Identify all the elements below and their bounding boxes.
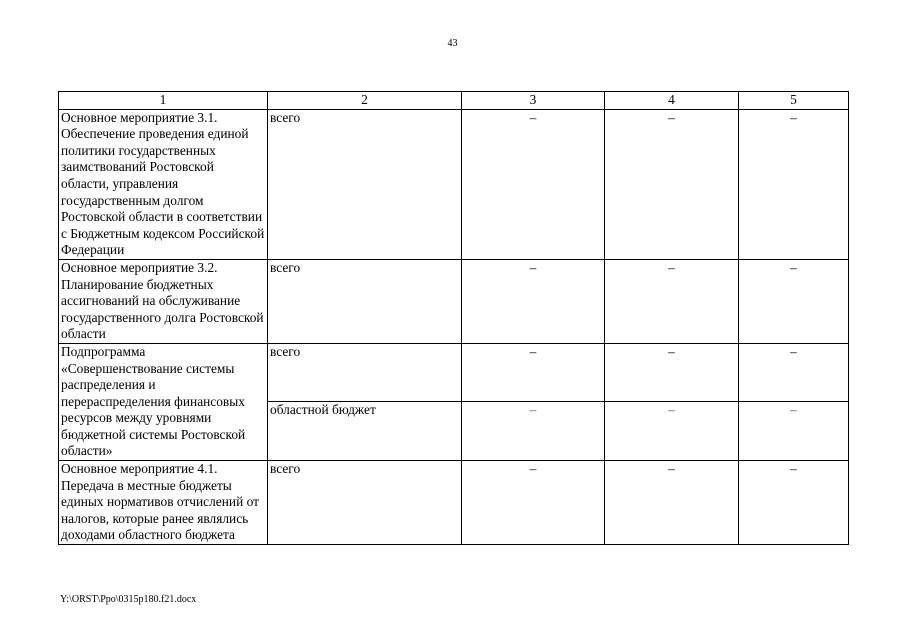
table-header-row — [59, 92, 849, 110]
activity-name-cell: Основное мероприятие 3.2. Планирование бюджетных ассигнований на обслуживание государственного долга Ростовской области — [59, 259, 268, 343]
funding-source-cell: всего — [268, 343, 462, 402]
value-cell: – — [605, 402, 739, 461]
column-header: 3 — [462, 92, 605, 110]
funding-source-cell: всего — [268, 109, 462, 259]
funding-source-cell: областной бюджет — [268, 402, 462, 461]
activity-name-cell: Основное мероприятие 3.1. Обеспечение проведения единой политики государственных заимствований Ростовской области, управления государственным долгом Ростовской области в соответствии с Бюджетным кодексом Российской Федерации — [59, 109, 268, 259]
table-row — [59, 259, 849, 343]
column-header: 5 — [739, 92, 849, 110]
value-cell: – — [605, 109, 739, 259]
subprogram-name-cell: Подпрограмма «Совершенствование системы распределения и перераспределения финансовых ресурсов между уровнями бюджетной системы Ростовской области» — [59, 343, 268, 460]
value-cell: – — [739, 461, 849, 545]
funding-source-cell: всего — [268, 259, 462, 343]
value-cell: – — [739, 109, 849, 259]
value-cell: – — [462, 343, 605, 402]
budget-table — [58, 91, 849, 545]
page-number: 43 — [447, 38, 458, 49]
value-cell: – — [739, 343, 849, 402]
value-cell: – — [739, 259, 849, 343]
value-cell: – — [605, 343, 739, 402]
activity-name-cell: Основное мероприятие 4.1. Передача в местные бюджеты единых нормативов отчислений от налогов, которые ранее являлись доходами областного бюджета — [59, 461, 268, 545]
column-header: 2 — [268, 92, 462, 110]
value-cell: – — [605, 461, 739, 545]
value-cell: – — [605, 259, 739, 343]
table-row — [59, 461, 849, 545]
funding-source-cell: всего — [268, 461, 462, 545]
table-row — [59, 343, 849, 402]
value-cell: – — [739, 402, 849, 461]
table-row — [59, 109, 849, 259]
column-header: 1 — [59, 92, 268, 110]
footer-file-path: Y:\ORST\Ppo\0315p180.f21.docx — [60, 594, 197, 605]
column-header: 4 — [605, 92, 739, 110]
value-cell: – — [462, 109, 605, 259]
value-cell: – — [462, 402, 605, 461]
value-cell: – — [462, 259, 605, 343]
value-cell: – — [462, 461, 605, 545]
